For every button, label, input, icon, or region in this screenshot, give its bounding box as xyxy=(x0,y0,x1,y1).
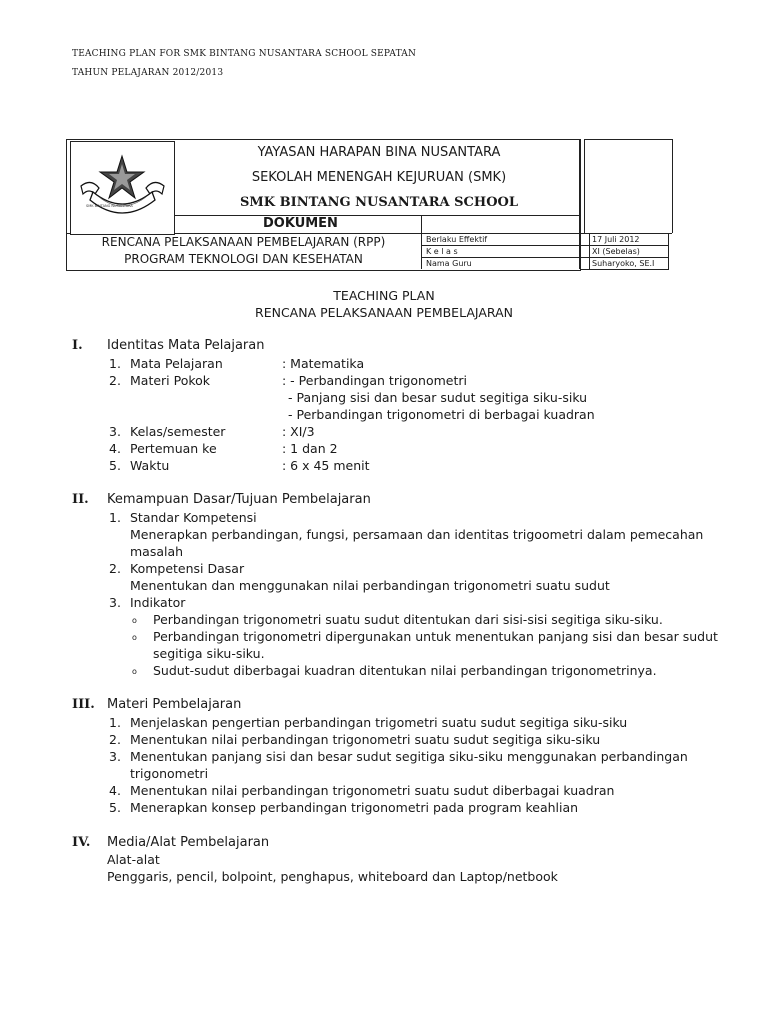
material-item: Menentukan panjang sisi dan besar sudut segitiga siku-siku menggunakan perbandingan xyxy=(130,749,688,764)
field-value: - Perbandingan trigonometri di berbagai kuadran xyxy=(288,407,595,422)
header-line-2: TAHUN PELAJARAN 2012/2013 xyxy=(72,68,224,78)
class-label: K e l a s xyxy=(426,247,458,256)
material-item: Menentukan nilai perbandingan trigonometri suatu sudut segitiga siku-siku xyxy=(130,732,601,747)
list-number: 1. xyxy=(109,510,121,525)
field-label: Pertemuan ke xyxy=(130,441,217,456)
list-number: 5. xyxy=(109,458,121,473)
field-value: - Panjang sisi dan besar sudut segitiga siku-siku xyxy=(288,390,588,405)
school-type: SEKOLAH MENENGAH KEJURUAN (SMK) xyxy=(251,170,507,185)
list-number: 2. xyxy=(109,373,121,388)
list-number: 2. xyxy=(109,561,121,576)
material-item: Menjelaskan pengertian perbandingan trigometri suatu sudut segitiga siku-siku xyxy=(130,715,628,730)
field-value: : Matematika xyxy=(282,356,365,371)
list-number: 2. xyxy=(109,732,121,747)
school-name: SMK BINTANG NUSANTARA SCHOOL xyxy=(240,195,518,210)
list-number: 4. xyxy=(109,783,121,798)
document-title-2: PROGRAM TEKNOLOGI DAN KESEHATAN xyxy=(124,252,363,266)
media-heading: Alat-alat xyxy=(107,852,160,867)
field-label: Mata Pelajaran xyxy=(130,356,223,371)
section-3-title: Materi Pembelajaran xyxy=(107,697,242,712)
list-number: 1. xyxy=(109,356,121,371)
section-2-number: II. xyxy=(72,492,89,507)
bullet-icon: o xyxy=(132,633,137,642)
document-label: DOKUMEN xyxy=(263,216,338,231)
section-3-number: III. xyxy=(72,697,95,712)
material-item: trigonometri xyxy=(130,766,209,781)
field-value: : - Perbandingan trigonometri xyxy=(282,373,467,388)
field-value: : 6 x 45 menit xyxy=(282,458,370,473)
field-value: : XI/3 xyxy=(282,424,315,439)
basic-competency-text: Menentukan dan menggunakan nilai perbandingan trigonometri suatu sudut xyxy=(130,578,610,593)
basic-competency-heading: Kompetensi Dasar xyxy=(130,561,245,576)
indicator-heading: Indikator xyxy=(130,595,186,610)
material-item: Menerapkan konsep perbandingan trigonometri pada program keahlian xyxy=(130,800,579,815)
class-value: XI (Sebelas) xyxy=(592,247,640,256)
document-title-1: RENCANA PELAKSANAAN PEMBELAJARAN (RPP) xyxy=(101,235,386,249)
material-item: Menentukan nilai perbandingan trigonometri suatu sudut diberbagai kuadran xyxy=(130,783,615,798)
indicator-item: Sudut-sudut diberbagai kuadran ditentukan nilai perbandingan trigonometrinya. xyxy=(153,663,657,678)
field-label: Kelas/semester xyxy=(130,424,226,439)
foundation-name: YAYASAN HARAPAN BINA NUSANTARA xyxy=(257,145,501,160)
indicator-item: Perbandingan trigonometri suatu sudut ditentukan dari sisi-sisi segitiga siku-siku. xyxy=(153,612,663,627)
section-4-number: IV. xyxy=(72,835,91,850)
field-label: Waktu xyxy=(130,458,170,473)
media-list: Penggaris, pencil, bolpoint, penghapus, whiteboard dan Laptop/netbook xyxy=(107,869,558,884)
list-number: 3. xyxy=(109,424,121,439)
effective-label: Berlaku Effektif xyxy=(426,235,488,244)
bullet-icon: o xyxy=(132,667,137,676)
teacher-value: Suharyoko, SE.I xyxy=(592,259,655,268)
list-number: 5. xyxy=(109,800,121,815)
teacher-label: Nama Guru xyxy=(426,259,472,268)
indicator-item: Perbandingan trigonometri dipergunakan untuk menentukan panjang sisi dan besar sudut xyxy=(153,629,718,644)
list-number: 4. xyxy=(109,441,121,456)
bullet-icon: o xyxy=(132,616,137,625)
school-logo xyxy=(70,141,175,235)
plan-subtitle: RENCANA PELAKSANAAN PEMBELAJARAN xyxy=(255,305,513,320)
section-1-title: Identitas Mata Pelajaran xyxy=(107,338,265,353)
list-number: 1. xyxy=(109,715,121,730)
star-emblem-icon xyxy=(71,142,174,234)
list-number: 3. xyxy=(109,749,121,764)
effective-value: 17 Juli 2012 xyxy=(592,235,640,244)
list-number: 3. xyxy=(109,595,121,610)
field-value: : 1 dan 2 xyxy=(282,441,338,456)
standard-competency-heading: Standar Kompetensi xyxy=(130,510,257,525)
section-2-title: Kemampuan Dasar/Tujuan Pembelajaran xyxy=(107,492,371,507)
standard-competency-text: Menerapkan perbandingan, fungsi, persamaan dan identitas trigoometri dalam pemecahan xyxy=(130,527,704,542)
logo-ribbon-text: SMK BINTANG NUSANTARA xyxy=(86,204,133,208)
plan-title: TEACHING PLAN xyxy=(333,288,435,303)
indicator-item: segitiga siku-siku. xyxy=(153,646,265,661)
field-label: Materi Pokok xyxy=(130,373,211,388)
section-1-number: I. xyxy=(72,338,83,353)
section-4-title: Media/Alat Pembelajaran xyxy=(107,835,270,850)
standard-competency-text: masalah xyxy=(130,544,184,559)
header-line-1: TEACHING PLAN FOR SMK BINTANG NUSANTARA SCHOOL SEPATAN xyxy=(72,49,417,59)
